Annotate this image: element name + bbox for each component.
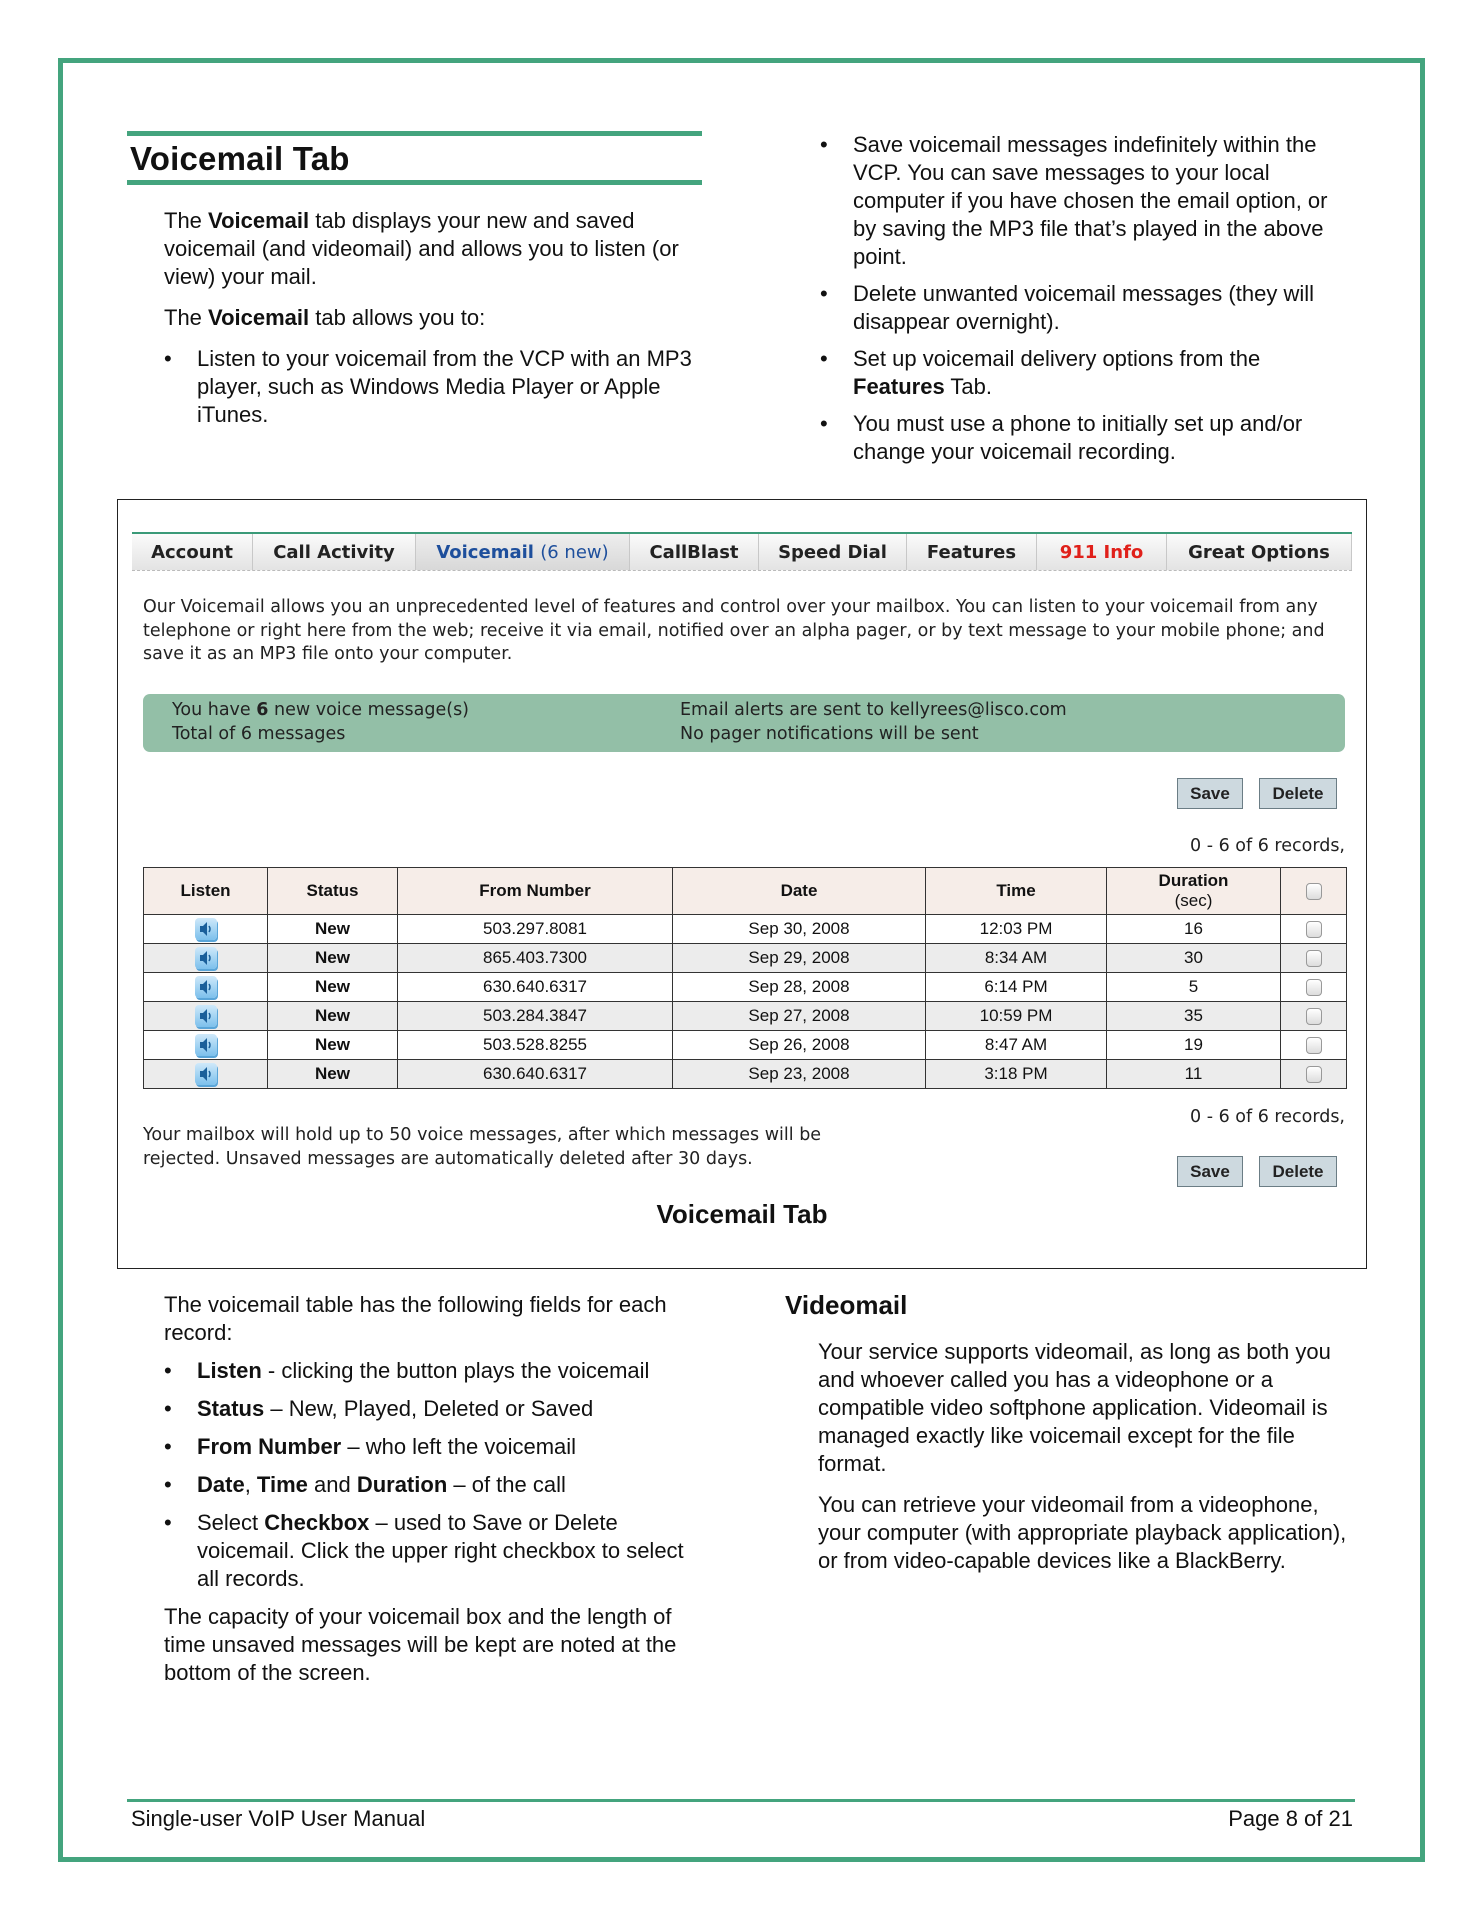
left-bullet-list bbox=[164, 345, 704, 429]
delete-button-bottom[interactable]: Delete bbox=[1259, 1156, 1337, 1187]
duration-cell: 16 bbox=[1107, 915, 1281, 944]
bullet-item: • Listen - clicking the button plays the voicemail bbox=[164, 1357, 709, 1385]
speaker-play-icon[interactable] bbox=[195, 976, 217, 998]
fields-intro: The voicemail table has the following fields for each record: bbox=[164, 1292, 667, 1345]
status-cell: New bbox=[268, 1031, 398, 1060]
row-select-checkbox[interactable] bbox=[1306, 950, 1322, 967]
table-row bbox=[144, 1031, 1347, 1060]
intro-paragraph: The Voicemail tab displays your new and saved voicemail (and videomail) and allows you to listen (or view) your mail. bbox=[164, 208, 679, 289]
time-cell: 10:59 PM bbox=[926, 1002, 1107, 1031]
listen-cell bbox=[144, 1031, 268, 1060]
tab-voicemail[interactable] bbox=[416, 534, 630, 570]
heading-rule-top bbox=[127, 131, 702, 136]
videomail-paragraph: Your service supports videomail, as long as both you and whoever called you has a videophone or a compatible video softphone application. Videomail is managed exactly like voicemail except for the file format. bbox=[818, 1339, 1331, 1476]
save-button-top[interactable]: Save bbox=[1177, 778, 1243, 809]
footer-rule bbox=[127, 1799, 1355, 1802]
right-bullet-column bbox=[820, 131, 1355, 466]
time-cell: 6:14 PM bbox=[926, 973, 1107, 1002]
listen-cell bbox=[144, 944, 268, 973]
row-select-checkbox[interactable] bbox=[1306, 979, 1322, 996]
from-number-cell: 503.528.8255 bbox=[398, 1031, 673, 1060]
date-cell: Sep 28, 2008 bbox=[673, 973, 926, 1002]
tab-911-info[interactable]: 911 Info bbox=[1037, 534, 1167, 570]
bullet-item: • Save voicemail messages indefinitely within the VCP. You can save messages to your local computer if you have chosen the email option, or by saving the MP3 file that’s played in the above point. bbox=[820, 131, 1355, 271]
speaker-play-icon[interactable] bbox=[195, 918, 217, 940]
tab-features[interactable]: Features bbox=[907, 534, 1037, 570]
bullet-item: • Status – New, Played, Deleted or Saved bbox=[164, 1395, 709, 1423]
status-cell: New bbox=[268, 973, 398, 1002]
speaker-play-icon[interactable] bbox=[195, 947, 217, 969]
date-cell: Sep 27, 2008 bbox=[673, 1002, 926, 1031]
from-number-cell: 503.284.3847 bbox=[398, 1002, 673, 1031]
status-cell: New bbox=[268, 915, 398, 944]
table-row bbox=[144, 944, 1347, 973]
date-cell: Sep 23, 2008 bbox=[673, 1060, 926, 1089]
status-cell: New bbox=[268, 1060, 398, 1089]
select-cell bbox=[1281, 915, 1347, 944]
speaker-play-icon[interactable] bbox=[195, 1063, 217, 1085]
col-header-select-all bbox=[1281, 868, 1347, 915]
bullet-item: • Select Checkbox – used to Save or Delete voicemail. Click the upper right checkbox to select all records. bbox=[164, 1509, 709, 1593]
records-count-bottom: 0 - 6 of 6 records, bbox=[1190, 1107, 1345, 1127]
from-number-cell: 630.640.6317 bbox=[398, 973, 673, 1002]
table-header-row bbox=[144, 868, 1347, 915]
time-cell: 8:34 AM bbox=[926, 944, 1107, 973]
tab-speed-dial[interactable]: Speed Dial bbox=[759, 534, 907, 570]
status-left bbox=[172, 699, 469, 746]
duration-cell: 19 bbox=[1107, 1031, 1281, 1060]
duration-cell: 11 bbox=[1107, 1060, 1281, 1089]
speaker-play-icon[interactable] bbox=[195, 1034, 217, 1056]
from-number-cell: 630.640.6317 bbox=[398, 1060, 673, 1089]
bullet-item: • Listen to your voicemail from the VCP with an MP3 player, such as Windows Media Player or Apple iTunes. bbox=[164, 345, 704, 429]
tab-voicemail-count: (6 new) bbox=[540, 541, 609, 563]
duration-cell: 30 bbox=[1107, 944, 1281, 973]
mailbox-status-box bbox=[143, 694, 1345, 752]
pager-text: No pager notifications will be sent bbox=[680, 723, 979, 744]
date-cell: Sep 26, 2008 bbox=[673, 1031, 926, 1060]
time-cell: 12:03 PM bbox=[926, 915, 1107, 944]
row-select-checkbox[interactable] bbox=[1306, 1008, 1322, 1025]
videomail-title: Videomail bbox=[785, 1290, 908, 1320]
select-cell bbox=[1281, 973, 1347, 1002]
from-number-cell: 503.297.8081 bbox=[398, 915, 673, 944]
select-cell bbox=[1281, 944, 1347, 973]
duration-cell: 35 bbox=[1107, 1002, 1281, 1031]
speaker-play-icon[interactable] bbox=[195, 1005, 217, 1027]
row-select-checkbox[interactable] bbox=[1306, 1037, 1322, 1054]
select-all-checkbox[interactable] bbox=[1306, 883, 1322, 900]
col-header-duration: Duration (sec) bbox=[1107, 868, 1281, 915]
intro-column bbox=[164, 207, 704, 429]
status-right bbox=[680, 699, 1067, 746]
mailbox-capacity-note: Your mailbox will hold up to 50 voice messages, after which messages will be rejected. Unsaved messages are automatically deleted after 30 days. bbox=[143, 1125, 822, 1169]
section-title: Voicemail Tab bbox=[130, 140, 350, 177]
row-select-checkbox[interactable] bbox=[1306, 1066, 1322, 1083]
time-cell: 8:47 AM bbox=[926, 1031, 1107, 1060]
table-row bbox=[144, 1060, 1347, 1089]
bullet-item: • Date, Time and Duration – of the call bbox=[164, 1471, 709, 1499]
save-button-bottom[interactable]: Save bbox=[1177, 1156, 1243, 1187]
date-cell: Sep 30, 2008 bbox=[673, 915, 926, 944]
select-cell bbox=[1281, 1002, 1347, 1031]
heading-rule-bottom bbox=[127, 180, 702, 185]
delete-button-top[interactable]: Delete bbox=[1259, 778, 1337, 809]
footer-manual-title: Single-user VoIP User Manual bbox=[131, 1806, 426, 1831]
status-cell: New bbox=[268, 944, 398, 973]
time-cell: 3:18 PM bbox=[926, 1060, 1107, 1089]
voicemail-table bbox=[143, 867, 1347, 1089]
bullet-item: • Delete unwanted voicemail messages (they will disappear overnight). bbox=[820, 280, 1355, 336]
table-row bbox=[144, 973, 1347, 1002]
new-messages-text: You have 6 new voice message(s) bbox=[172, 700, 470, 720]
capacity-paragraph: The capacity of your voicemail box and the length of time unsaved messages will be kept are noted at the bottom of the screen. bbox=[164, 1604, 677, 1685]
col-header-date: Date bbox=[673, 868, 926, 915]
tab-bar bbox=[132, 532, 1352, 571]
right-bullet-list bbox=[820, 131, 1355, 466]
tab-call-activity[interactable]: Call Activity bbox=[253, 534, 416, 570]
tab-voicemail-label: Voicemail bbox=[436, 541, 534, 563]
tab-callblast[interactable]: CallBlast bbox=[630, 534, 759, 570]
listen-cell bbox=[144, 1060, 268, 1089]
status-cell: New bbox=[268, 1002, 398, 1031]
total-messages-text: Total of 6 messages bbox=[172, 723, 346, 744]
voicemail-intro-text: Our Voicemail allows you an unprecedented level of features and control over your mailbox. You can listen to your voicemail from any telephone or right here from the web; receive it via email, notified over an alpha pager, or by text message to your mobile phone; and save it as an MP3 file onto your computer. bbox=[143, 597, 1325, 664]
col-header-status: Status bbox=[268, 868, 398, 915]
fields-bullet-list bbox=[164, 1357, 709, 1593]
listen-cell bbox=[144, 973, 268, 1002]
bullet-item: • Set up voicemail delivery options from the Features Tab. bbox=[820, 345, 1355, 401]
table-row bbox=[144, 1002, 1347, 1031]
from-number-cell: 865.403.7300 bbox=[398, 944, 673, 973]
table-row bbox=[144, 915, 1347, 944]
select-cell bbox=[1281, 1060, 1347, 1089]
figure-caption: Voicemail Tab bbox=[656, 1199, 828, 1229]
bullet-item: • From Number – who left the voicemail bbox=[164, 1433, 709, 1461]
fields-column bbox=[164, 1291, 709, 1687]
allows-paragraph: The Voicemail tab allows you to: bbox=[164, 305, 486, 330]
tab-great-options[interactable]: Great Options bbox=[1167, 534, 1352, 570]
videomail-paragraph: You can retrieve your videomail from a videophone, your computer (with appropriate playback application), or from video-capable devices like a BlackBerry. bbox=[818, 1492, 1347, 1573]
col-header-from-number: From Number bbox=[398, 868, 673, 915]
col-header-time: Time bbox=[926, 868, 1107, 915]
date-cell: Sep 29, 2008 bbox=[673, 944, 926, 973]
bullet-item: • You must use a phone to initially set up and/or change your voicemail recording. bbox=[820, 410, 1355, 466]
duration-cell: 5 bbox=[1107, 973, 1281, 1002]
row-select-checkbox[interactable] bbox=[1306, 921, 1322, 938]
tab-account[interactable]: Account bbox=[132, 534, 253, 570]
col-header-listen: Listen bbox=[144, 868, 268, 915]
listen-cell bbox=[144, 1002, 268, 1031]
listen-cell bbox=[144, 915, 268, 944]
select-cell bbox=[1281, 1031, 1347, 1060]
email-alerts-text: Email alerts are sent to kellyrees@lisco.com bbox=[680, 700, 1067, 720]
videomail-column bbox=[818, 1338, 1363, 1575]
records-count-top: 0 - 6 of 6 records, bbox=[1190, 836, 1345, 856]
footer-page-number: Page 8 of 21 bbox=[1228, 1806, 1353, 1831]
